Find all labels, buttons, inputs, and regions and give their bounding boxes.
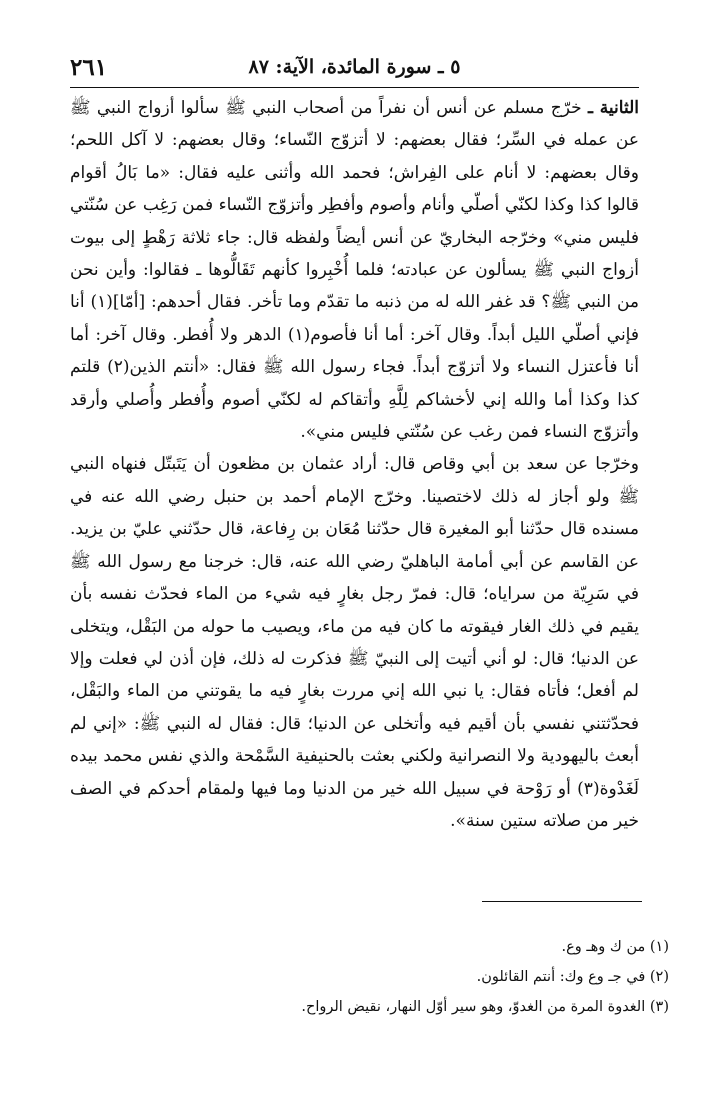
paragraph-1-text: خرّج مسلم عن أنس أن نفراً من أصحاب النبي ﷺ سألوا أزواج النبي ﷺ عن عمله في السِّر؛ فقال بعضهم: لا أتزوّج النّساء؛ وقال بعضهم: لا آكل اللحم؛ وقال بعضهم: لا أنام على الفِراش؛ فحمد الله وأثنى عليه فقال: «ما بَالُ أقوام قالوا كذا وكذا لكنّي أصلّي وأنام وأصوم وأفطِر وأتزوّج النّساء فمن رَغِب عن سُنّتي فليس مني» وخرّجه البخاريّ عن أنس أيضاً ولفظه قال: جاء ثلاثة رَهْطٍ إلى بيوت أزواج النبي ﷺ يسألون عن عبادته؛ فلما أُخْبِروا كأنهم تَقَالُّوها ـ فقالوا: وأين نحن من النبي ﷺ؟ قد غفر الله له من ذنبه ما تقدّم وما تأخر. فقال أحدهم: [أمّا](١) أنا فإني أصلّي الليل أبداً. وقال آخر: أما أنا فأصوم(١) الدهر ولا أُفطر. وقال آخر: أما أنا فأعتزل النساء ولا أتزوّج أبداً. فجاء رسول الله ﷺ فقال: «أنتم الذين(٢) قلتم كذا وكذا أما والله إني لأخشاكم لِلَّهِ وأتقاكم له لكنّي أصوم وأُفطر وأُصلي وأرقد وأتزوّج النساء فمن رغب عن سُنّتي فليس مني». bbox=[70, 98, 639, 443]
main-text bbox=[70, 92, 639, 870]
footnote-2: (٢) في جـ وع وك: أنتم القائلون. bbox=[476, 969, 669, 985]
header-rule bbox=[70, 87, 639, 88]
chapter-title: ٥ ـ سورة المائدة، الآية: ٨٧ bbox=[248, 56, 461, 78]
footnote-1: (١) من ك وهـ وع. bbox=[561, 939, 669, 955]
paragraph-1 bbox=[70, 92, 639, 448]
section-lead: الثانية ـ bbox=[587, 98, 639, 118]
footnotes bbox=[110, 932, 669, 1022]
paragraph-2: وخرّجا عن سعد بن أبي وقاص قال: أراد عثمان بن مظعون أن يَتَبتّل فنهاه النبي ﷺ ولو أجاز له ذلك لاختصينا. وخرّج الإمام أحمد بن حنبل رضي الله عنه في مسنده قال حدّثنا أبو المغيرة قال حدّثنا مُعَان بن رِفاعة، قال حدّثني عليّ بن يزيد. عن القاسم عن أبي أمامة الباهليّ رضي الله عنه، قال: خرجنا مع رسول الله ﷺ في سَرِيّة من سراياه؛ قال: فمرّ رجل بغارٍ فيه شيء من الماء فحدّث نفسه بأن يقيم في ذلك الغار فيقوته ما كان فيه من ماء، ويصيب ما حوله من البَقْل، ويتخلى عن الدنيا؛ قال: لو أني أتيت إلى النبيّ ﷺ فذكرت له ذلك، فإن أذن لي فعلت وإلا لم أفعل؛ فأتاه فقال: يا نبي الله إني مررت بغارٍ فيه ما يقوتني من الماء والبَقْل، فحدّثتني نفسي بأن أقيم فيه وأتخلى عن الدنيا؛ قال: فقال له النبي ﷺ: «إني لم أبعث باليهودية ولا النصرانية ولكني بعثت بالحنيفية السَّمْحة والذي نفس محمد بيده لَغَدْوة(٣) أو رَوْحة في سبيل الله خير من الدنيا وما فيها ولمقام أحدكم في الصف خير من صلاته ستين سنة». bbox=[70, 454, 639, 831]
running-header bbox=[70, 50, 639, 90]
page-number: ٢٦١ bbox=[70, 54, 108, 81]
footnote-3: (٣) الغدوة المرة من الغدوّ، وهو سير أوّل النهار، نقيض الرواح. bbox=[301, 999, 669, 1015]
footnote-rule bbox=[482, 901, 642, 902]
